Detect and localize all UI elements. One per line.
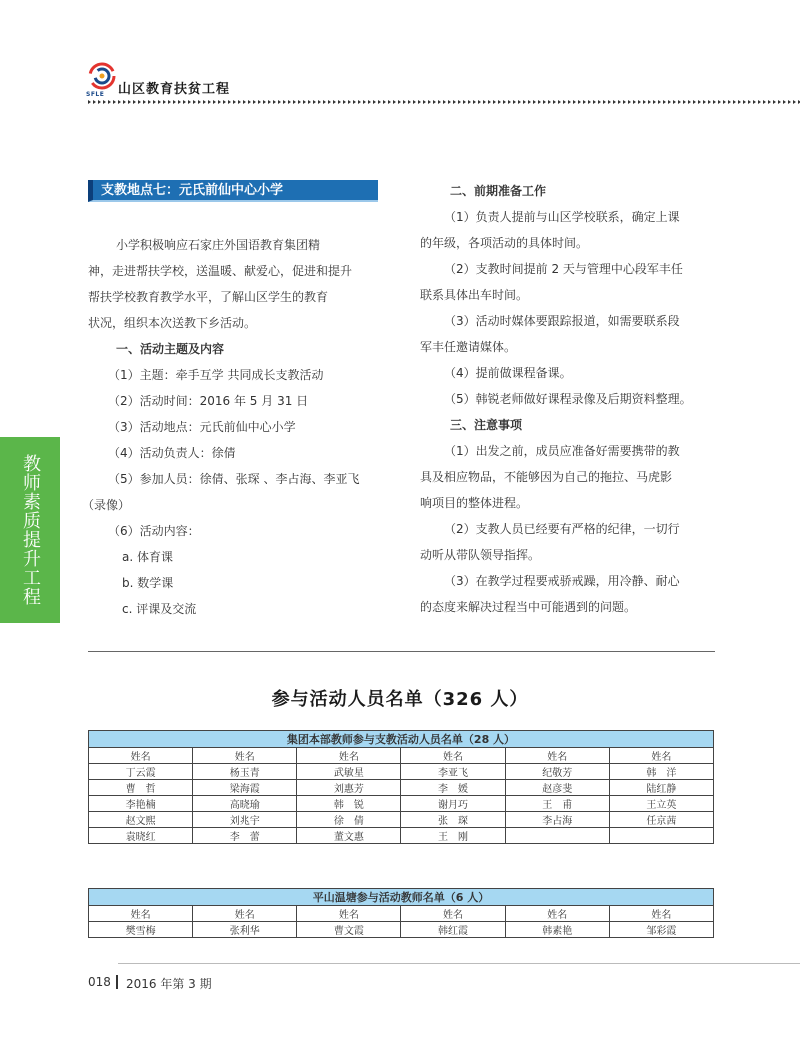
table-row [89,812,714,828]
list-item: （5）参加人员：徐倩、张琛 、李占海、李亚飞 [108,472,360,486]
table-cell: 丁云霞 [89,764,193,780]
table-cell: 曹 哲 [89,780,193,796]
table-cell: 刘惠芳 [297,780,401,796]
divider [88,651,715,652]
column-header: 姓名 [505,748,609,764]
column-header: 姓名 [89,748,193,764]
table-cell [505,828,609,844]
intro-line: 状况，组织本次送教下乡活动。 [88,316,257,330]
table-cell: 樊雪梅 [89,922,193,938]
footer-rule [118,963,800,964]
table-cell: 陆红静 [609,780,713,796]
side-tab [0,437,60,623]
table-cell: 邹彩霞 [609,922,713,938]
table-caption: 集团本部教师参与支教活动人员名单（28 人） [89,731,714,748]
section-heading-1: 一、活动主题及内容 [116,342,225,356]
list-item: c. 评课及交流 [122,602,197,616]
table-cell [609,828,713,844]
note-line: 响项目的整体进程。 [420,496,529,510]
table-cell: 韩 锐 [297,796,401,812]
table-cell: 纪敬芳 [505,764,609,780]
column-header: 姓名 [297,748,401,764]
prep-line: 联系具体出车时间。 [420,288,529,302]
list-item: （3）活动地点：元氏前仙中心小学 [108,420,296,434]
intro-line: 神，走进帮扶学校，送温暖、献爱心，促进和提升 [88,264,353,278]
logo-icon [88,62,116,90]
table-row [89,922,714,938]
table-cell: 谢月巧 [401,796,505,812]
header-title: 山区教育扶贫工程 [118,82,231,97]
table-cell: 董文惠 [297,828,401,844]
table-cell: 李 媛 [401,780,505,796]
table-cell: 徐 倩 [297,812,401,828]
table-row [89,796,714,812]
list-title: 参与活动人员名单（326 人） [271,689,529,710]
table-cell: 张利华 [193,922,297,938]
issue-label: 2016 年第 3 期 [126,977,212,991]
prep-line: （1）负责人提前与山区学校联系，确定上课 [444,210,680,224]
section-heading-2: 二、前期准备工作 [450,184,547,198]
table-cell: 李占海 [505,812,609,828]
table-cell: 赵文熙 [89,812,193,828]
table-cell: 高晓瑜 [193,796,297,812]
prep-line: （4）提前做课程备课。 [444,366,572,380]
table-cell: 李亚飞 [401,764,505,780]
list-item: （6）活动内容： [108,524,200,538]
column-header: 姓名 [505,906,609,922]
page-number: 018 [88,975,111,989]
side-tab-label: 教师素质提升工程 [20,454,41,606]
table-cell: 张 琛 [401,812,505,828]
table-cell: 袁晓红 [89,828,193,844]
section-title: 支教地点七：元氏前仙中心小学 [88,180,378,202]
prep-line: （2）支教时间提前 2 天与管理中心段军丰任 [444,262,683,276]
note-line: 动听从带队领导指挥。 [420,548,541,562]
header-arrow-divider [88,100,800,104]
list-item: （4）活动负责人：徐倩 [108,446,236,460]
logo-text: SFLE [86,91,105,98]
table-cell: 李 蕾 [193,828,297,844]
intro-line: 帮扶学校教育教学水平，了解山区学生的教育 [88,290,329,304]
note-line: （2）支教人员已经要有严格的纪律，一切行 [444,522,680,536]
table-cell: 任京茜 [609,812,713,828]
prep-line: 的年级，各项活动的具体时间。 [420,236,589,250]
staff-table [88,730,714,844]
list-item: （录像） [82,498,131,512]
note-line: （1）出发之前，成员应准备好需要携带的教 [444,444,680,458]
note-line: 具及相应物品，不能够因为自己的拖拉、马虎影 [420,470,673,484]
table-cell: 王 刚 [401,828,505,844]
table-cell: 韩红霞 [401,922,505,938]
table-caption: 平山温塘参与活动教师名单（6 人） [89,889,714,906]
column-header: 姓名 [609,906,713,922]
table-cell: 梁海霞 [193,780,297,796]
column-header: 姓名 [401,906,505,922]
column-header: 姓名 [401,748,505,764]
table-cell: 杨玉青 [193,764,297,780]
prep-line: （5）韩锐老师做好课程录像及后期资料整理。 [444,392,692,406]
table-cell: 韩素艳 [505,922,609,938]
column-header: 姓名 [609,748,713,764]
section-heading-3: 三、注意事项 [450,418,523,432]
column-header: 姓名 [297,906,401,922]
table-row [89,764,714,780]
list-item: （2）活动时间：2016 年 5 月 31 日 [108,394,309,408]
prep-line: （3）活动时媒体要跟踪报道，如需要联系段 [444,314,680,328]
column-header: 姓名 [193,906,297,922]
note-line: （3）在教学过程要戒骄戒躁，用冷静、耐心 [444,574,680,588]
prep-line: 军丰任邀请媒体。 [420,340,517,354]
pingshan-table [88,888,714,938]
column-header: 姓名 [193,748,297,764]
column-header: 姓名 [89,906,193,922]
table-cell: 武敏星 [297,764,401,780]
table-cell: 曹文霞 [297,922,401,938]
list-item: a. 体育课 [122,550,173,564]
intro-line: 小学积极响应石家庄外国语教育集团精 [116,238,321,252]
table-cell: 王 甫 [505,796,609,812]
list-item: b. 数学课 [122,576,174,590]
footer-separator [116,975,118,989]
table-cell: 王立英 [609,796,713,812]
list-item: （1）主题：牵手互学 共同成长支教活动 [108,368,324,382]
table-cell: 赵彦斐 [505,780,609,796]
note-line: 的态度来解决过程当中可能遇到的问题。 [420,600,637,614]
table-row [89,828,714,844]
table-row [89,780,714,796]
table-cell: 李艳楠 [89,796,193,812]
table-cell: 刘兆宇 [193,812,297,828]
table-cell: 韩 洋 [609,764,713,780]
